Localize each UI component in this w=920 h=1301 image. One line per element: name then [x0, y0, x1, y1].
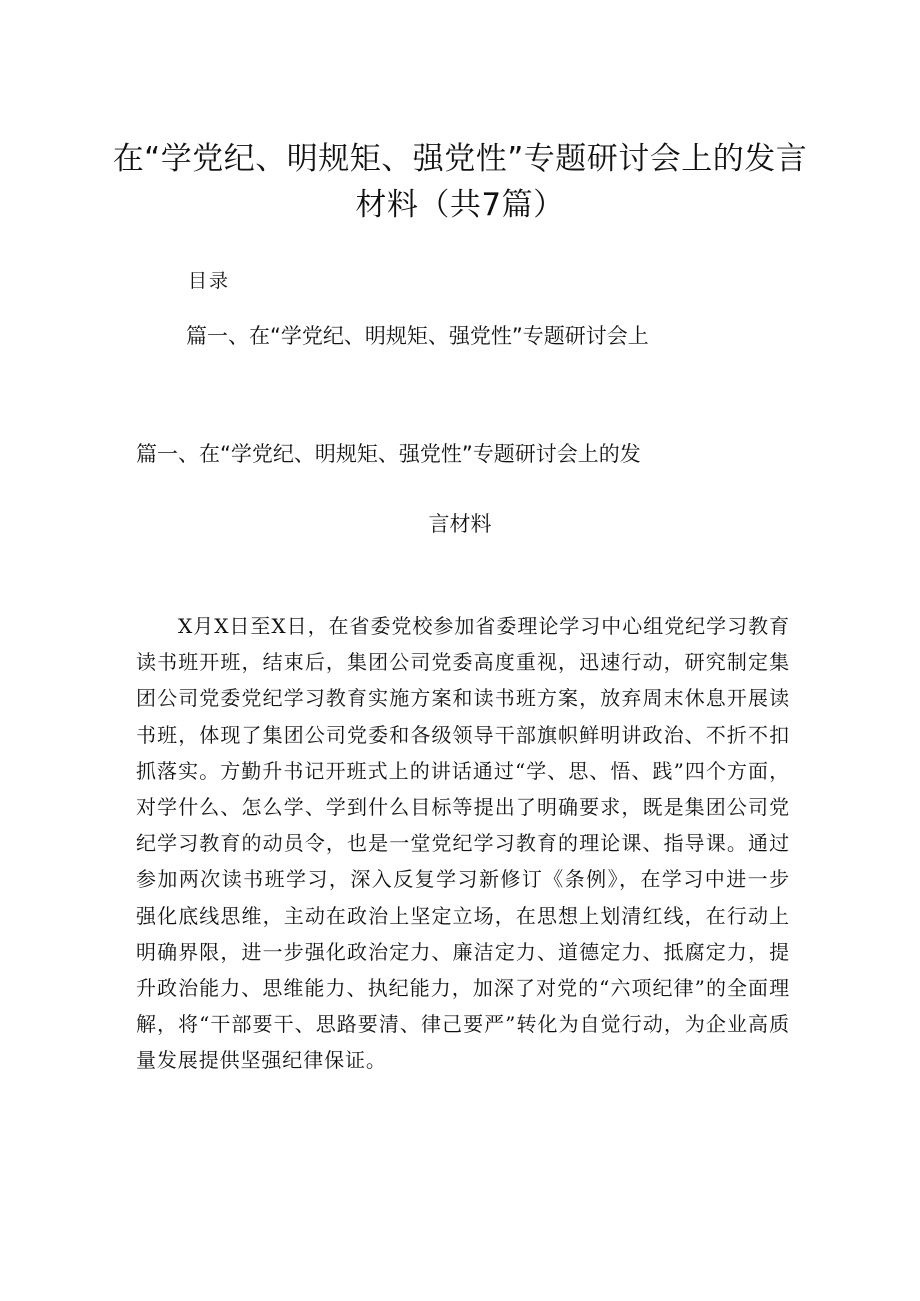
- section-title: [136, 436, 784, 542]
- document-title: 在“学党纪、明规矩、强党性”专题研讨会上的发言材料（共7篇）: [112, 141, 808, 223]
- section-title-line-1: 篇一、在“学党纪、明规矩、强党性”专题研讨会上的发: [136, 442, 641, 466]
- body-paragraph: X月X日至X日，在省委党校参加省委理论学习中心组党纪学习教育读书班开班，结束后，集团公司党委高度重视，迅速行动，研究制定集团公司党委党纪学习教育实施方案和读书班方案，放弃周末休息开展读书班，体现了集团公司党委和各级领导干部旗帜鲜明讲政治、不折不扣抓落实。方勤升书记开班式上的讲话通过“学、思、悟、践”四个方面，对学什么、怎么学、学到什么目标等提出了明确要求，既是集团公司党纪学习教育的动员令，也是一堂党纪学习教育的理论课、指导课。通过参加两次读书班学习，深入反复学习新修订《条例》，在学习中进一步强化底线思维，主动在政治上坚定立场，在思想上划清红线，在行动上明确界限，进一步强化政治定力、廉洁定力、道德定力、抵腐定力，提升政治能力、思维能力、执纪能力，加深了对党的“六项纪律”的全面理解，将“干部要干、思路要清、律己要严”转化为自觉行动，为企业高质量发展提供坚强纪律保证。: [136, 614, 790, 1073]
- toc-heading: 目录: [188, 270, 231, 292]
- toc-entry[interactable]: 篇一、在“学党纪、明规矩、强党性”专题研讨会上: [186, 324, 649, 348]
- section-title-line-2: 言材料: [428, 512, 492, 536]
